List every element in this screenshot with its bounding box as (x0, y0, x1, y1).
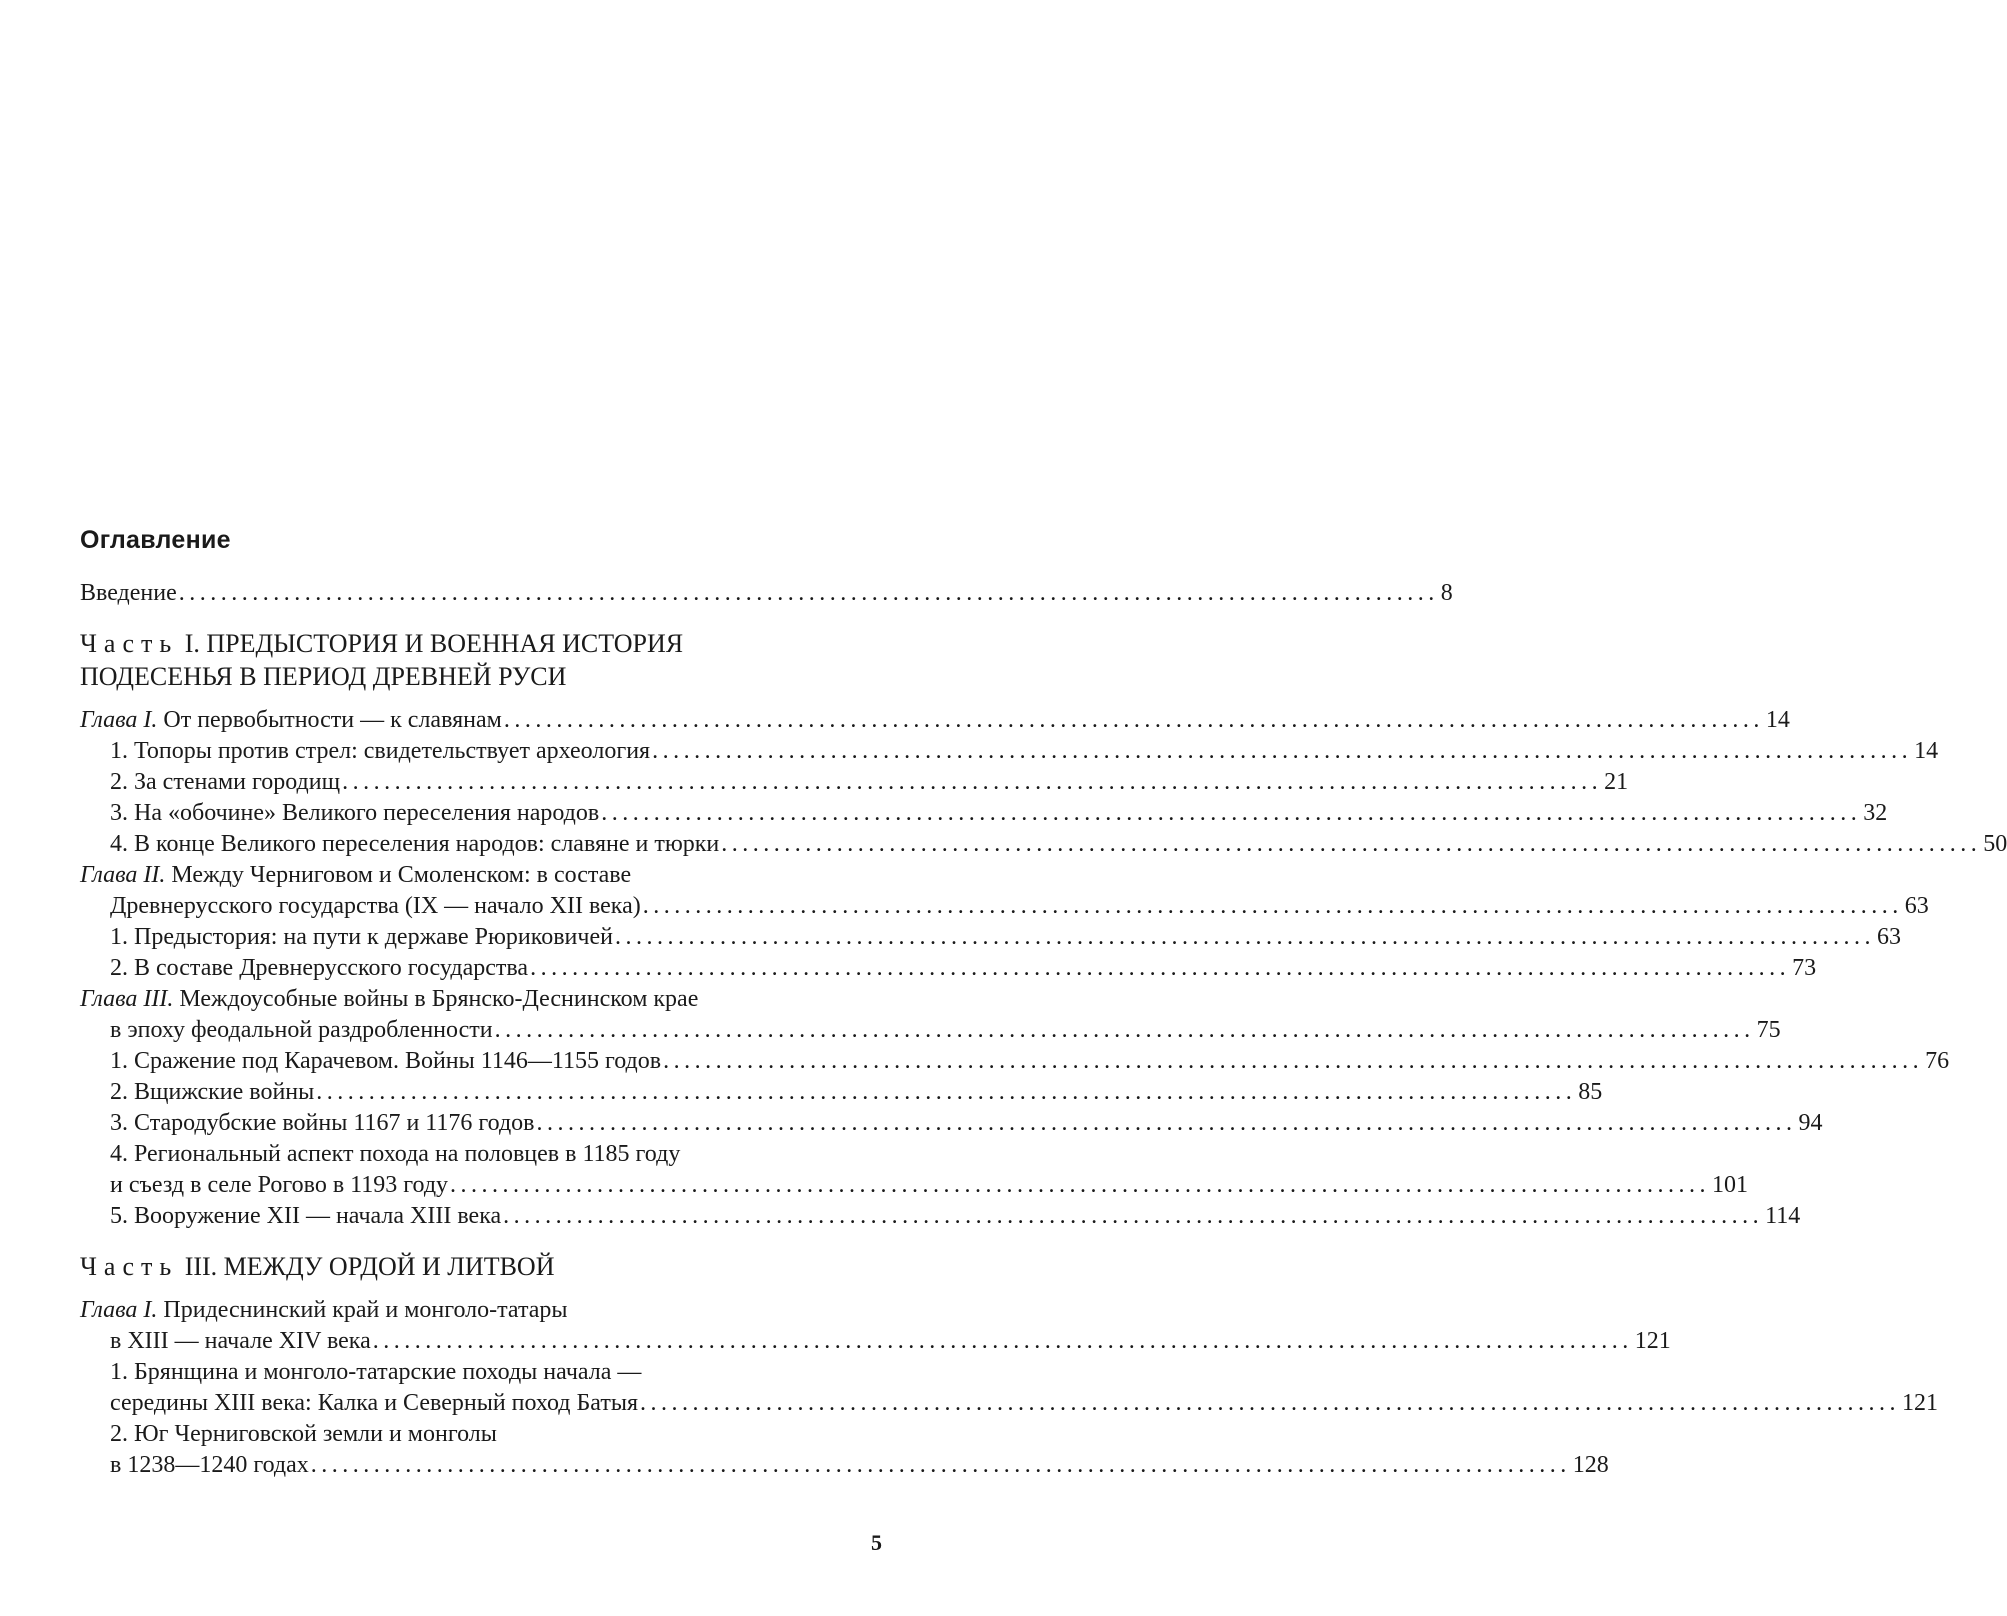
leader-dots: ........................................................................................................................ (530, 955, 1791, 981)
section-entry: 4. В конце Великого переселения народов: славяне и тюрки ........................................................................................................................ 50 (80, 829, 880, 860)
section-entry-continued: середины XIII века: Калка и Северный поход Батыя ........................................................................................................................ 121 (80, 1388, 880, 1419)
section-entry: 2. Юг Черниговской земли и монголы (110, 1421, 497, 1447)
section-entry: 3. На «обочине» Великого переселения народов ........................................................................................................................ 32 (80, 798, 880, 829)
chapter-entry (80, 984, 880, 1015)
chapter-label: Глава II. (80, 862, 166, 888)
section-entry: 2. В составе Древнерусского государства ........................................................................................................................ 73 (80, 953, 880, 984)
chapter-label: Глава I. (80, 707, 158, 733)
part-3-heading (80, 1250, 880, 1283)
chapter-title: От первобытности — к славянам (163, 707, 502, 733)
section-entry-continued: и съезд в селе Рогово в 1193 году ........................................................................................................................ 101 (80, 1170, 880, 1201)
chapter-entry-continued: в эпоху феодальной раздробленности ........................................................................................................................ 75 (80, 1015, 880, 1046)
leader-dots: ........................................................................................................................ (639, 1390, 1900, 1416)
section-entry: 1. Брянщина и монголо-татарские походы начала — (110, 1359, 642, 1385)
section-entry: 2. За стенами городищ ........................................................................................................................ 21 (80, 767, 880, 798)
leader-dots: ........................................................................................................................ (450, 1172, 1711, 1198)
page-number: 5 (871, 1530, 882, 1555)
part-prefix: Часть (80, 1252, 179, 1281)
leader-dots: ........................................................................................................................ (614, 924, 1875, 950)
section-entry-continued: в 1238—1240 годах ........................................................................................................................ 128 (80, 1450, 880, 1481)
leader-dots: ........................................................................................................................ (372, 1328, 1633, 1354)
section-entry: 1. Предыстория: на пути к державе Рюриковичей ........................................................................................................................ 63 (80, 922, 880, 953)
chapter-entry (80, 860, 880, 891)
section-entry: 3. Стародубские войны 1167 и 1176 годов ........................................................................................................................ 94 (80, 1108, 880, 1139)
entry-label: Введение (80, 580, 177, 606)
leader-dots: ........................................................................................................................ (721, 831, 1982, 857)
section-entry: 2. Вщижские войны ........................................................................................................................ 85 (80, 1077, 880, 1108)
toc-heading: Оглавление (80, 526, 231, 554)
table-of-contents (80, 578, 2007, 1481)
leader-dots: ........................................................................................................................ (503, 1203, 1764, 1229)
leader-dots: ........................................................................................................................ (663, 1048, 1924, 1074)
leader-dots: ........................................................................................................................ (652, 738, 1913, 764)
section-entry: 1. Топоры против стрел: свидетельствует археология ........................................................................................................................ 14 (80, 736, 880, 767)
chapter-title: Придеснинский край и монголо-татары (163, 1297, 568, 1323)
chapter-label: Глава III. (80, 986, 174, 1012)
chapter-entry-continued: в XIII — начале XIV века ........................................................................................................................ 121 (80, 1326, 880, 1357)
entry-page: 8 (1440, 580, 1453, 606)
chapter-title: Между Черниговом и Смоленском: в составе (171, 862, 632, 888)
section-entry: 4. Региональный аспект похода на половцев в 1185 году (110, 1141, 681, 1167)
leader-dots: ........................................................................................................................ (310, 1452, 1571, 1478)
part-title: I. ПРЕДЫСТОРИЯ И ВОЕННАЯ ИСТОРИЯ (184, 629, 684, 658)
part-prefix: Часть (80, 629, 179, 658)
chapter-label: Глава I. (80, 1297, 158, 1323)
chapter-entry (80, 1295, 880, 1326)
entry-page: 14 (1765, 707, 1790, 733)
part-title-line2: ПОДЕСЕНЬЯ В ПЕРИОД ДРЕВНЕЙ РУСИ (80, 662, 567, 691)
leader-dots: ........................................................................................................................ (316, 1079, 1577, 1105)
leader-dots: ........................................................................................................................ (642, 893, 1903, 919)
leader-dots: ........................................................................................................................ (536, 1110, 1797, 1136)
leader-dots: ........................................................................................................................ (178, 580, 1439, 606)
part-title: III. МЕЖДУ ОРДОЙ И ЛИТВОЙ (184, 1252, 555, 1281)
leader-dots: ........................................................................................................................ (503, 707, 1764, 733)
section-entry: 5. Вооружение XII — начала XIII века ........................................................................................................................ 114 (80, 1201, 880, 1232)
leader-dots: ........................................................................................................................ (601, 800, 1862, 826)
section-entry: 1. Сражение под Карачевом. Войны 1146—1155 годов ........................................................................................................................ 76 (80, 1046, 880, 1077)
chapter-entry (80, 705, 1790, 736)
part-1-heading (80, 627, 880, 693)
leader-dots: ........................................................................................................................ (494, 1017, 1755, 1043)
chapter-title: Междоусобные войны в Брянско-Деснинском крае (179, 986, 699, 1012)
leader-dots: ........................................................................................................................ (342, 769, 1603, 795)
toc-entry-intro (80, 578, 1453, 609)
chapter-entry-continued: Древнерусского государства (IX — начало XII века) ........................................................................................................................ 63 (80, 891, 880, 922)
